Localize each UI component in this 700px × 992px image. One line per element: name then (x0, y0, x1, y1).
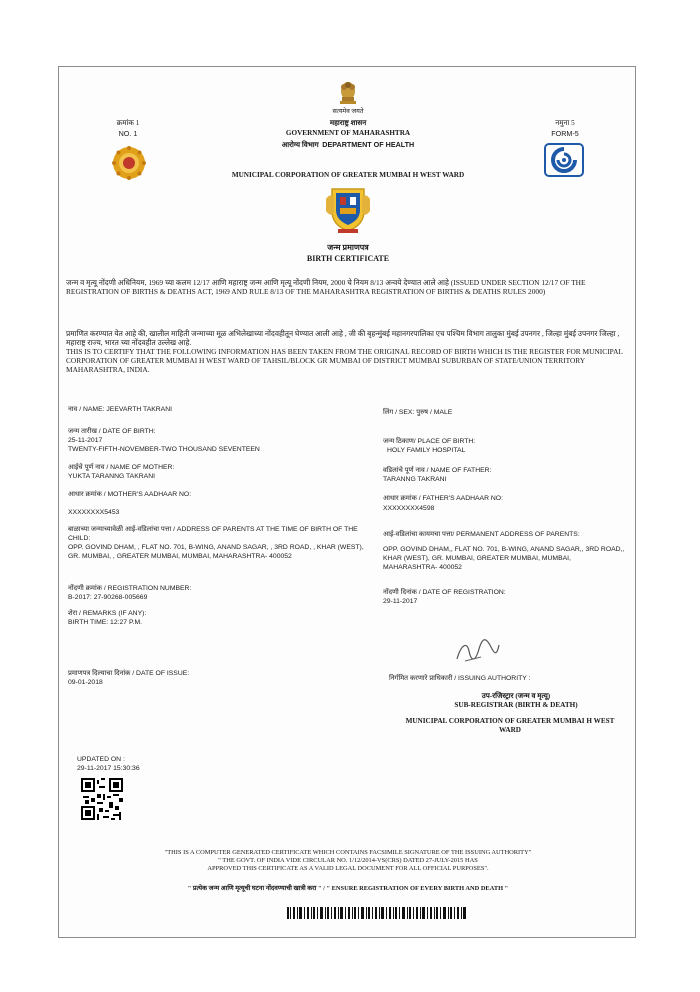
emblem-caption: सत्यमेव जयते (332, 108, 364, 115)
sub-registrar: SUB-REGISTRAR (BIRTH & DEATH) (454, 701, 578, 709)
certificate-page (58, 66, 636, 938)
issue-date-value: 09-01-2018 (68, 679, 103, 686)
certify-paragraph (66, 329, 630, 374)
certificate-title: BIRTH CERTIFICATE (306, 254, 390, 263)
registration-logo-icon (544, 143, 584, 177)
dob-label: जन्म तारीख / DATE OF BIRTH: (68, 428, 156, 435)
national-emblem (336, 79, 360, 107)
reg-date-label: नोंदणी दिनांक / DATE OF REGISTRATION: (383, 589, 506, 596)
govt-name: GOVERNMENT OF MAHARASHTRA (285, 129, 411, 137)
certify-marathi: प्रमाणित करण्यात येत आहे की, खालील माहिती जन्माच्या मूळ अभिलेखाच्या नोंदवहीतून घेण्यात आली आहे , जी की बृहन्मुंबई महानगरपालिका एच पश्चिम विभाग तालुका मुंबई उपनगर , जिल्हा मुंबई उपनगर जिल्हा , महाराष्ट्र राज्य, भारत च्या नोंदवहीत उल्लेख आहे. (66, 329, 620, 347)
name-value: JEEVARTH TAKRANI (106, 406, 172, 413)
qr-code[interactable] (81, 778, 123, 820)
sub-registrar-marathi: उप-रजिस्ट्रार (जन्म व मृत्यू) (481, 692, 551, 700)
footer-note-1: "THIS IS A COMPUTER GENERATED CERTIFICATE WHICH CONTAINS FACSIMILE SIGNATURE OF THE ISSUING AUTHORITY" (164, 849, 532, 856)
certify-english: THIS IS TO CERTIFY THAT THE FOLLOWING INFORMATION HAS BEEN TAKEN FROM THE ORIGINAL RECORD OF BIRTH WHICH IS THE REGISTER FOR MUNICIPAL CORPORATION OF GREATER MUMBAI H WEST WARD OF TAHSIL/BLOCK GR MUMBAI OF DISTRICT MUMBAI SUBURBAN OF STATE/UNION TERRITORY MAHARASHTRA, INDIA. (66, 347, 623, 374)
remarks-label: शेरा / REMARKS (IF ANY): (68, 610, 147, 617)
name-label: नाव / NAME: (68, 406, 105, 413)
dept-name: DEPARTMENT OF HEALTH (322, 140, 415, 149)
mother-value: YUKTA TARANNG TAKRANI (68, 473, 155, 480)
corporation-seal-icon (111, 145, 147, 181)
right-form: FORM-5 (551, 129, 579, 138)
issue-date-label: प्रमाणपत्र दिल्याचा दिनांक / DATE OF ISSUE: (68, 670, 190, 677)
updated-value: 29-11-2017 15:30:36 (77, 765, 140, 772)
father-aadhaar-label: आधार क्रमांक / FATHER'S AADHAAR NO: (383, 495, 503, 502)
father-label: वडिलांचे पूर्ण नाव / NAME OF FATHER: (383, 467, 492, 474)
signature-image (451, 635, 503, 667)
footer-note-3: APPROVED THIS CERTIFICATE AS A VALID LEGAL DOCUMENT FOR ALL OFFICIAL PURPOSES". (207, 865, 489, 872)
sex-row: लिंग / SEX: पुरुष / MALE (383, 409, 453, 416)
remarks-value: BIRTH TIME: 12:27 P.M. (68, 619, 143, 626)
mother-aadhaar-label: आधार क्रमांक / MOTHER'S AADHAAR NO: (68, 491, 192, 498)
pob-value: HOLY FAMILY HOSPITAL (387, 447, 466, 454)
issuing-authority-label: निर्गमित करणारे प्राधिकारी / ISSUING AUTHORITY : (389, 675, 531, 682)
footer-slogan: " प्रत्येक जन्म आणि मृत्यूची घटना नोंदवण्याची खात्री करा " / " ENSURE REGISTRATION OF EVERY BIRTH AND DEATH " (187, 885, 509, 892)
reg-number-value: B-2017: 27-90268-005669 (68, 594, 148, 601)
title-marathi: जन्म प्रमाणपत्र (327, 243, 369, 252)
pob-label: जन्म ठिकाण/ PLACE OF BIRTH: (383, 438, 476, 445)
govt-marathi: महाराष्ट्र शासन (329, 119, 367, 127)
authority-corporation: MUNICIPAL CORPORATION OF GREATER MUMBAI H WEST WARD (405, 717, 615, 734)
dob-words: TWENTY-FIFTH-NOVEMBER-TWO THOUSAND SEVENTEEN (68, 446, 260, 453)
updated-label: UPDATED ON : (77, 756, 125, 763)
father-aadhaar-value: XXXXXXXX4598 (383, 505, 435, 512)
mother-aadhaar-value: XXXXXXXX5453 (68, 509, 120, 516)
birth-address-value: OPP. GOVIND DHAM, , FLAT NO. 701, B-WING, ANAND SAGAR, , 3RD ROAD, , KHAR (WEST), GR. MUMBAI, , GREATER MUMBAI, MUMBAI, MAHARASHTRA- 400052 (68, 544, 364, 560)
permanent-address-value: OPP. GOVIND DHAM,, FLAT NO. 701, B-WING, ANAND SAGAR,, 3RD ROAD,, KHAR (WEST), GR. MUMBAI, GREATER MUMBAI, MUMBAI, MAHARASHTRA- 400052 (383, 546, 625, 571)
intro-marathi: जन्म व मृत्यू नोंदणी अधिनियम, 1969 च्या कलम 12/17 आणि महाराष्ट्र जन्म आणि मृत्यू नोंदणी नियम, 2000 चे नियम 8/13 अन्वये देण्यात आले आहे (66, 278, 449, 287)
reg-date-value: 29-11-2017 (383, 598, 418, 605)
reg-number-label: नोंदणी क्रमांक / REGISTRATION NUMBER: (68, 585, 192, 592)
corporation-name: MUNICIPAL CORPORATION OF GREATER MUMBAI H WEST WARD (231, 171, 465, 179)
left-number: NO. 1 (118, 129, 138, 138)
footer-note-2: " THE GOVT. OF INDIA VIDE CIRCULAR NO. 1/12/2014-VS(CRS) DATED 27-JULY-2015 HAS (218, 857, 478, 864)
dept-marathi: आरोग्य विभाग (281, 141, 319, 149)
dob-value: 25-11-2017 (68, 437, 103, 444)
father-value: TARANNG TAKRANI (383, 476, 447, 483)
name-row (68, 405, 328, 414)
intro-english: (ISSUED UNDER SECTION 12/17 OF THE REGISTRATION OF BIRTHS & DEATHS ACT, 1969 AND RULE 8/13 OF THE MAHARASHTRA REGISTRATION OF BIRTHS & DEATHS RULES 2000) (66, 278, 586, 296)
right-form-marathi: नमुना 5 (555, 119, 575, 127)
permanent-address-label: आई-वडिलांचा कायमचा पत्ता/ PERMANENT ADDRESS OF PARENTS: (383, 531, 580, 538)
barcode (287, 906, 467, 918)
left-number-marathi: क्रमांक 1 (116, 119, 140, 127)
birth-address-label: बाळाच्या जन्माच्यावेळी आई-वडिलांचा पत्ता / ADDRESS OF PARENTS AT THE TIME OF BIRTH OF THE CHILD: (68, 526, 358, 542)
intro-paragraph (66, 278, 630, 296)
mother-label: आईचे पूर्ण नाव / NAME OF MOTHER: (68, 464, 175, 471)
mcgm-crest-icon (322, 183, 374, 235)
